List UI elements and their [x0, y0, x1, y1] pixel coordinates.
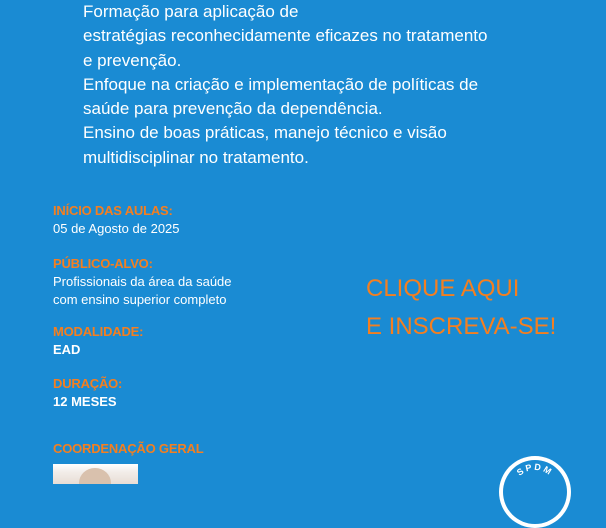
coordination-label: COORDENAÇÃO GERAL: [53, 441, 204, 456]
description-line: Enfoque na criação e implementação de políticas de: [83, 74, 479, 94]
modality-label: MODALIDADE:: [53, 324, 144, 339]
coordinator-photo: [53, 464, 138, 484]
enroll-link[interactable]: [366, 270, 556, 346]
description-line: e prevenção.: [83, 50, 182, 70]
logo-text-arc: [499, 456, 571, 528]
course-description: [83, 0, 583, 170]
modality-block: [53, 323, 143, 359]
description-line: multidisciplinar no tratamento.: [83, 147, 309, 167]
spdm-logo: [499, 456, 571, 528]
description-line: Formação para aplicação de: [83, 2, 299, 21]
description-line: Ensino de boas práticas, manejo técnico e visão: [83, 123, 447, 143]
coordinator-head-shape: [79, 468, 111, 484]
enroll-link-line1[interactable]: CLIQUE AQUI: [366, 275, 520, 302]
audience-label: PÚBLICO-ALVO:: [53, 256, 153, 271]
audience-block: [53, 255, 232, 308]
audience-value-line2: com ensino superior completo: [53, 291, 227, 307]
start-date-block: [53, 202, 180, 238]
description-line: saúde para prevenção da dependência.: [83, 99, 383, 119]
enroll-link-line2[interactable]: E INSCREVA-SE!: [366, 313, 557, 340]
start-date-value: 05 de Agosto de 2025: [53, 221, 180, 236]
svg-text:SPDM: [515, 462, 555, 478]
description-line: estratégias reconhecidamente eficazes no tratamento: [83, 26, 488, 46]
audience-value-line1: Profissionais da área da saúde: [53, 274, 232, 289]
modality-value: EAD: [53, 342, 81, 357]
duration-block: [53, 375, 122, 411]
logo-text: SPDM: [514, 461, 555, 478]
duration-label: DURAÇÃO:: [53, 376, 123, 391]
coordination-block: [53, 440, 203, 458]
duration-value: 12 MESES: [53, 394, 117, 409]
start-date-label: INÍCIO DAS AULAS:: [53, 203, 173, 218]
